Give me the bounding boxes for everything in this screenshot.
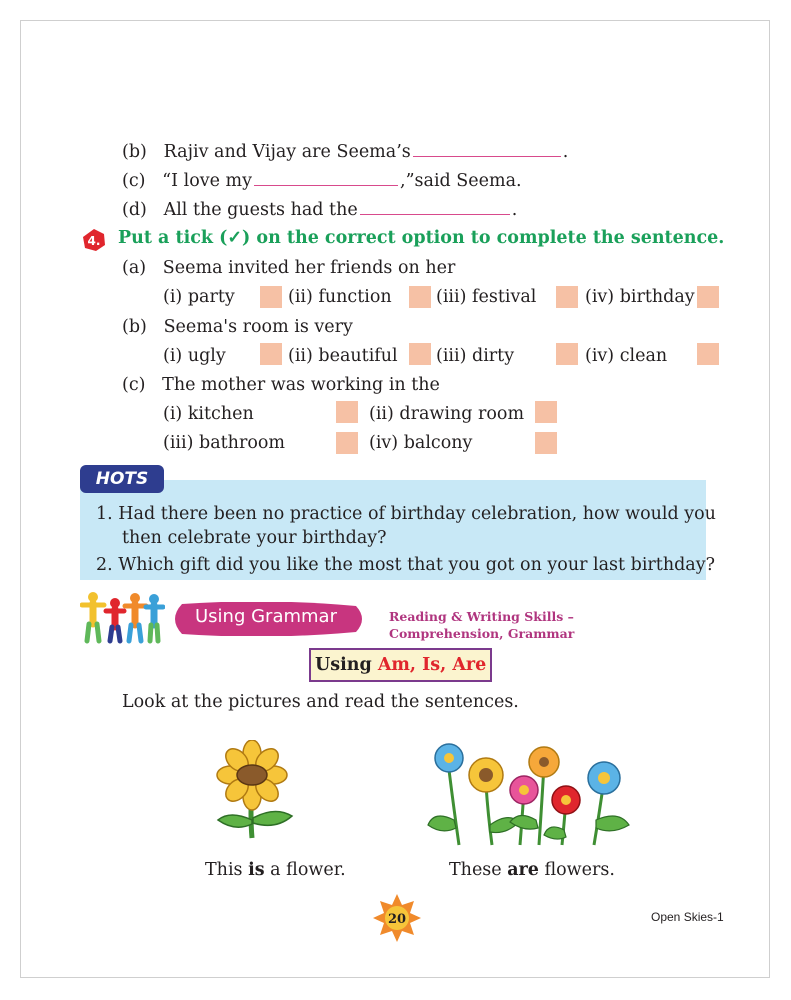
tick-box[interactable]	[697, 343, 719, 365]
option-text: (ii) beautiful	[288, 346, 398, 366]
option-text: (iv) birthday	[585, 287, 695, 307]
question-c: (c) The mother was working in the	[122, 375, 440, 395]
skills-text: Reading & Writing Skills – Comprehension, Grammar	[389, 609, 575, 641]
option-text: (ii) drawing room	[369, 404, 525, 424]
single-flower-image	[200, 740, 305, 840]
option-text: (iii) bathroom	[163, 433, 285, 453]
answer-blank[interactable]	[254, 169, 398, 186]
option-text: (iv) balcony	[369, 433, 473, 453]
page-number-badge	[372, 893, 422, 943]
using-grammar-label: Using Grammar	[195, 606, 337, 627]
tick-box[interactable]	[556, 286, 578, 308]
tick-box[interactable]	[260, 343, 282, 365]
hots-item-1-continued: then celebrate your birthday?	[122, 528, 387, 548]
children-logo-icon	[80, 589, 165, 644]
tick-box[interactable]	[409, 286, 431, 308]
option-text: (iii) festival	[436, 287, 537, 307]
tick-box[interactable]	[336, 432, 358, 454]
flower-bunch-image	[424, 740, 634, 850]
fill-in-c: (c) “I love my ,”said Seema.	[122, 171, 522, 191]
fill-in-b: (b) Rajiv and Vijay are Seema’s .	[122, 142, 569, 162]
tick-box[interactable]	[535, 401, 557, 423]
using-am-is-are-heading: Using Am, Is, Are	[309, 648, 492, 682]
tick-box[interactable]	[535, 432, 557, 454]
tick-box[interactable]	[336, 401, 358, 423]
svg-text:4.: 4.	[87, 234, 101, 248]
option-text: (iii) dirty	[436, 346, 515, 366]
answer-blank[interactable]	[413, 140, 561, 157]
question-b: (b) Seema's room is very	[122, 317, 353, 337]
fill-in-d: (d) All the guests had the .	[122, 200, 518, 220]
hots-item-2: 2. Which gift did you like the most that you got on your last birthday?	[96, 555, 715, 575]
tick-box[interactable]	[556, 343, 578, 365]
caption-this-is: This is a flower.	[205, 860, 346, 880]
option-text: (ii) function	[288, 287, 392, 307]
option-text: (i) ugly	[163, 346, 226, 366]
option-text: (i) kitchen	[163, 404, 254, 424]
option-text: (i) party	[163, 287, 235, 307]
tick-box[interactable]	[409, 343, 431, 365]
tick-box[interactable]	[260, 286, 282, 308]
question-4-title: Put a tick (✓) on the correct option to complete the sentence.	[118, 228, 725, 248]
question-number-badge	[82, 228, 106, 252]
tick-box[interactable]	[697, 286, 719, 308]
answer-blank[interactable]	[360, 198, 510, 215]
question-a: (a) Seema invited her friends on her	[122, 258, 456, 278]
caption-these-are: These are flowers.	[449, 860, 615, 880]
hots-tab: HOTS	[80, 465, 164, 493]
hots-item-1: 1. Had there been no practice of birthday celebration, how would you	[96, 504, 716, 524]
option-text: (iv) clean	[585, 346, 668, 366]
svg-text:20: 20	[387, 912, 407, 927]
book-title: Open Skies-1	[651, 910, 724, 924]
instruction-text: Look at the pictures and read the sentences.	[122, 692, 519, 712]
